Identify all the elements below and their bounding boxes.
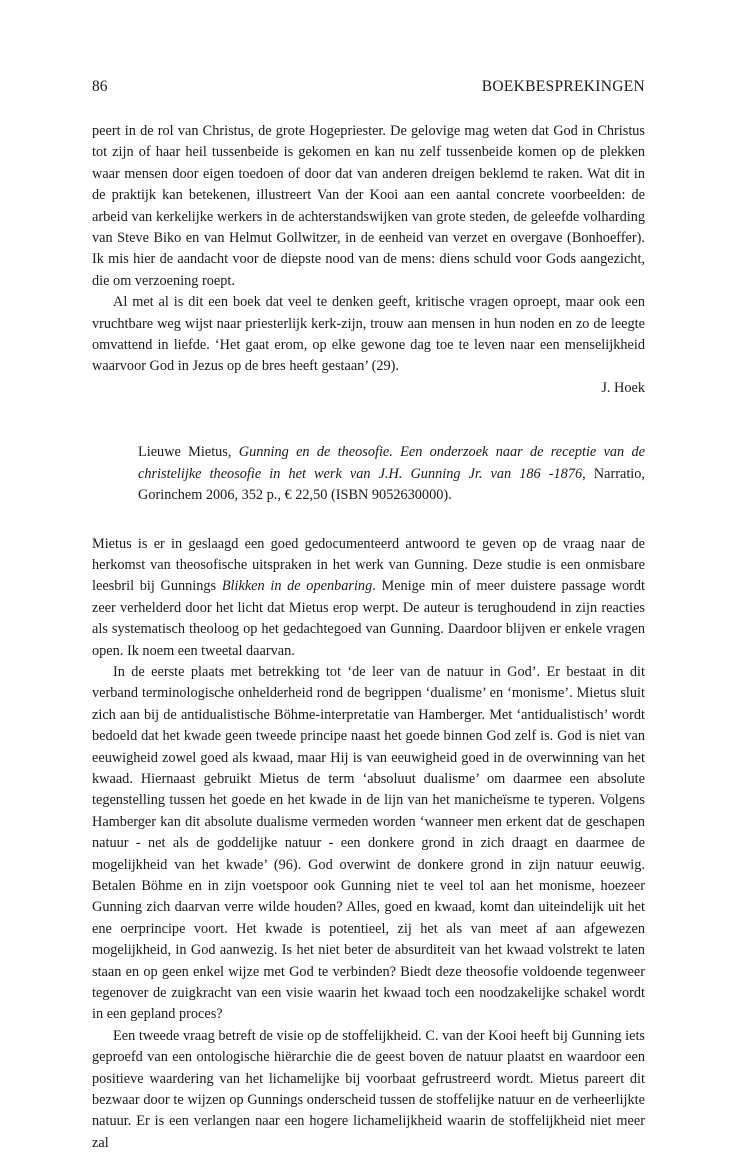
page-number: 86 [92, 78, 108, 95]
review2-paragraph-2: In de eerste plaats met betrekking tot ‘de leer van de natuur in God’. Er bestaat in dit verband terminologische onhelderheid rond de begrippen ‘dualisme’ en ‘monisme’. Mietus sluit zich aan bij de antidualistische Böhme-interpretatie van Hamberger. Met ‘antidualistisch’ wordt bedoeld dat het kwade geen tweede principe naast het goede binnen God zelf is. God is niet van eeuwigheid zowel goed als kwaad, maar Hij is van eeuwigheid goed in de overwinning van het kwaad. Hiernaast gebruikt Mietus de term ‘absoluut dualisme’ om daarmee een absolute tegenstelling tussen het goede en het kwade in de lijn van het manicheïsme te typeren. Volgens Hamberger kan dit absolute dualisme vermeden worden ‘wanneer men erkent dat de geschapen natuur - net als de goddelijke natuur - een donkere grond in zich draagt en daarmee de mogelijkheid van het kwade’ (96). God overwint de donkere grond in zijn natuur eeuwig. Betalen Böhme en in zijn voetspoor ook Gunning niet te veel tol aan het monisme, hoezeer Gunning zich daarvan verre wilde houden? Alles, goed en kwaad, komt dan uiteindelijk uit het ene oerprincipe voort. Het kwade is potentieel, zij het als van meet af aan afgewezen mogelijkheid, in God aanwezig. Is het niet beter de absurditeit van het kwaad volstrekt te laten staan en op geen enkel wijze met God te verbinden? Biedt deze theosofie voldoende tegenweer tegenover de zuigkracht van een visie waarin het kwaad toch een noodzakelijke schakel wordt in een gepland proces? [92, 663, 645, 1023]
review2-author: Lieuwe Mietus, [138, 444, 232, 461]
review1-continuation: peert in de rol van Christus, de grote Hogepriester. De gelovige mag weten dat God in Christus tot zijn of haar heil tussenbeide is gekomen en kan nu zelf tussenbeide komen op de plekken waar mensen door eigen toedoen of door dat van anderen dreigen beklemd te raken. Wat dit in de praktijk kan betekenen, illustreert Van der Kooi aan een aantal concrete voorbeelden: de arbeid van kerkelijke werkers in de achterstandswijken van grote steden, de geleefde volharding van Steve Biko en van Helmut Gollwitzer, in de eenheid van verzet en overgave (Bonhoeffer). Ik mis hier de aandacht voor de diepste nood van de mens: diens schuld voor Gods aangezicht, die om verzoening roept. [92, 123, 645, 289]
page-header [92, 78, 645, 100]
running-head: BOEKBESPREKINGEN [481, 78, 645, 95]
review2-paragraph-3: Een tweede vraag betreft de visie op de stoffelijkheid. C. van der Kooi heeft bij Gunning iets geproefd van een ontologische hiërarchie die de geest boven de natuur plaatst en waardoor een positieve waardering van het lichamelijke bij voorbaat gefrustreerd wordt. Mietus pareert dit bezwaar door te wijzen op Gunnings onderscheid tussen de stoffelijke natuur en de verheerlijkte natuur. Er is een verlangen naar een hogere lichamelijkheid waarin de stoffelijkheid niet meer zal [92, 1027, 645, 1151]
review2-title: Gunning en de theosofie. Een onderzoek naar de receptie van de christelijke theosofie in het werk van J.H. Gunning Jr. van 186 -1876, [138, 444, 645, 482]
review2-publication: Narratio, Gorinchem 2006, 352 p., € 22,50 (ISBN 9052630000). [138, 465, 645, 504]
review2-paragraph-1 [92, 534, 645, 662]
review1-signature: J. Hoek [601, 379, 645, 396]
body-text [92, 121, 645, 1154]
review2-p1-text-end: . Menige min of meer duistere passage wordt zeer verhelderd door het licht dat Mietus erop werpt. De auteur is terughoudend in zijn reacties als systematisch theoloog op het gedachtegoed van Gunning. Daardoor blijven er enkele vragen open. Ik noem een tweetal daarvan. [92, 578, 645, 659]
review2-bibliographic-entry [138, 442, 645, 506]
review1-closing: Al met al is dit een boek dat veel te denken geeft, kritische vragen oproept, maar ook een vruchtbare weg wijst naar priesterlijk kerk-zijn, trouw aan mensen in hun noden en zo de leegte omvattend in liefde. ‘Het gaat erom, op elke gewone dag toe te leven naar een menselijkheid waarvoor God in Jezus op de bres heeft gestaan’ (29). [92, 294, 645, 375]
review2-p1-book-title: Blikken in de openbaring [221, 578, 373, 595]
review2-p1-text: Mietus is er in geslaagd een goed gedocumenteerd antwoord te geven op de vraag naar de herkomst van theosofische uitspraken in het werk van Gunning. Deze studie is een onmisbare leesbril bij Gunnings [92, 535, 645, 595]
